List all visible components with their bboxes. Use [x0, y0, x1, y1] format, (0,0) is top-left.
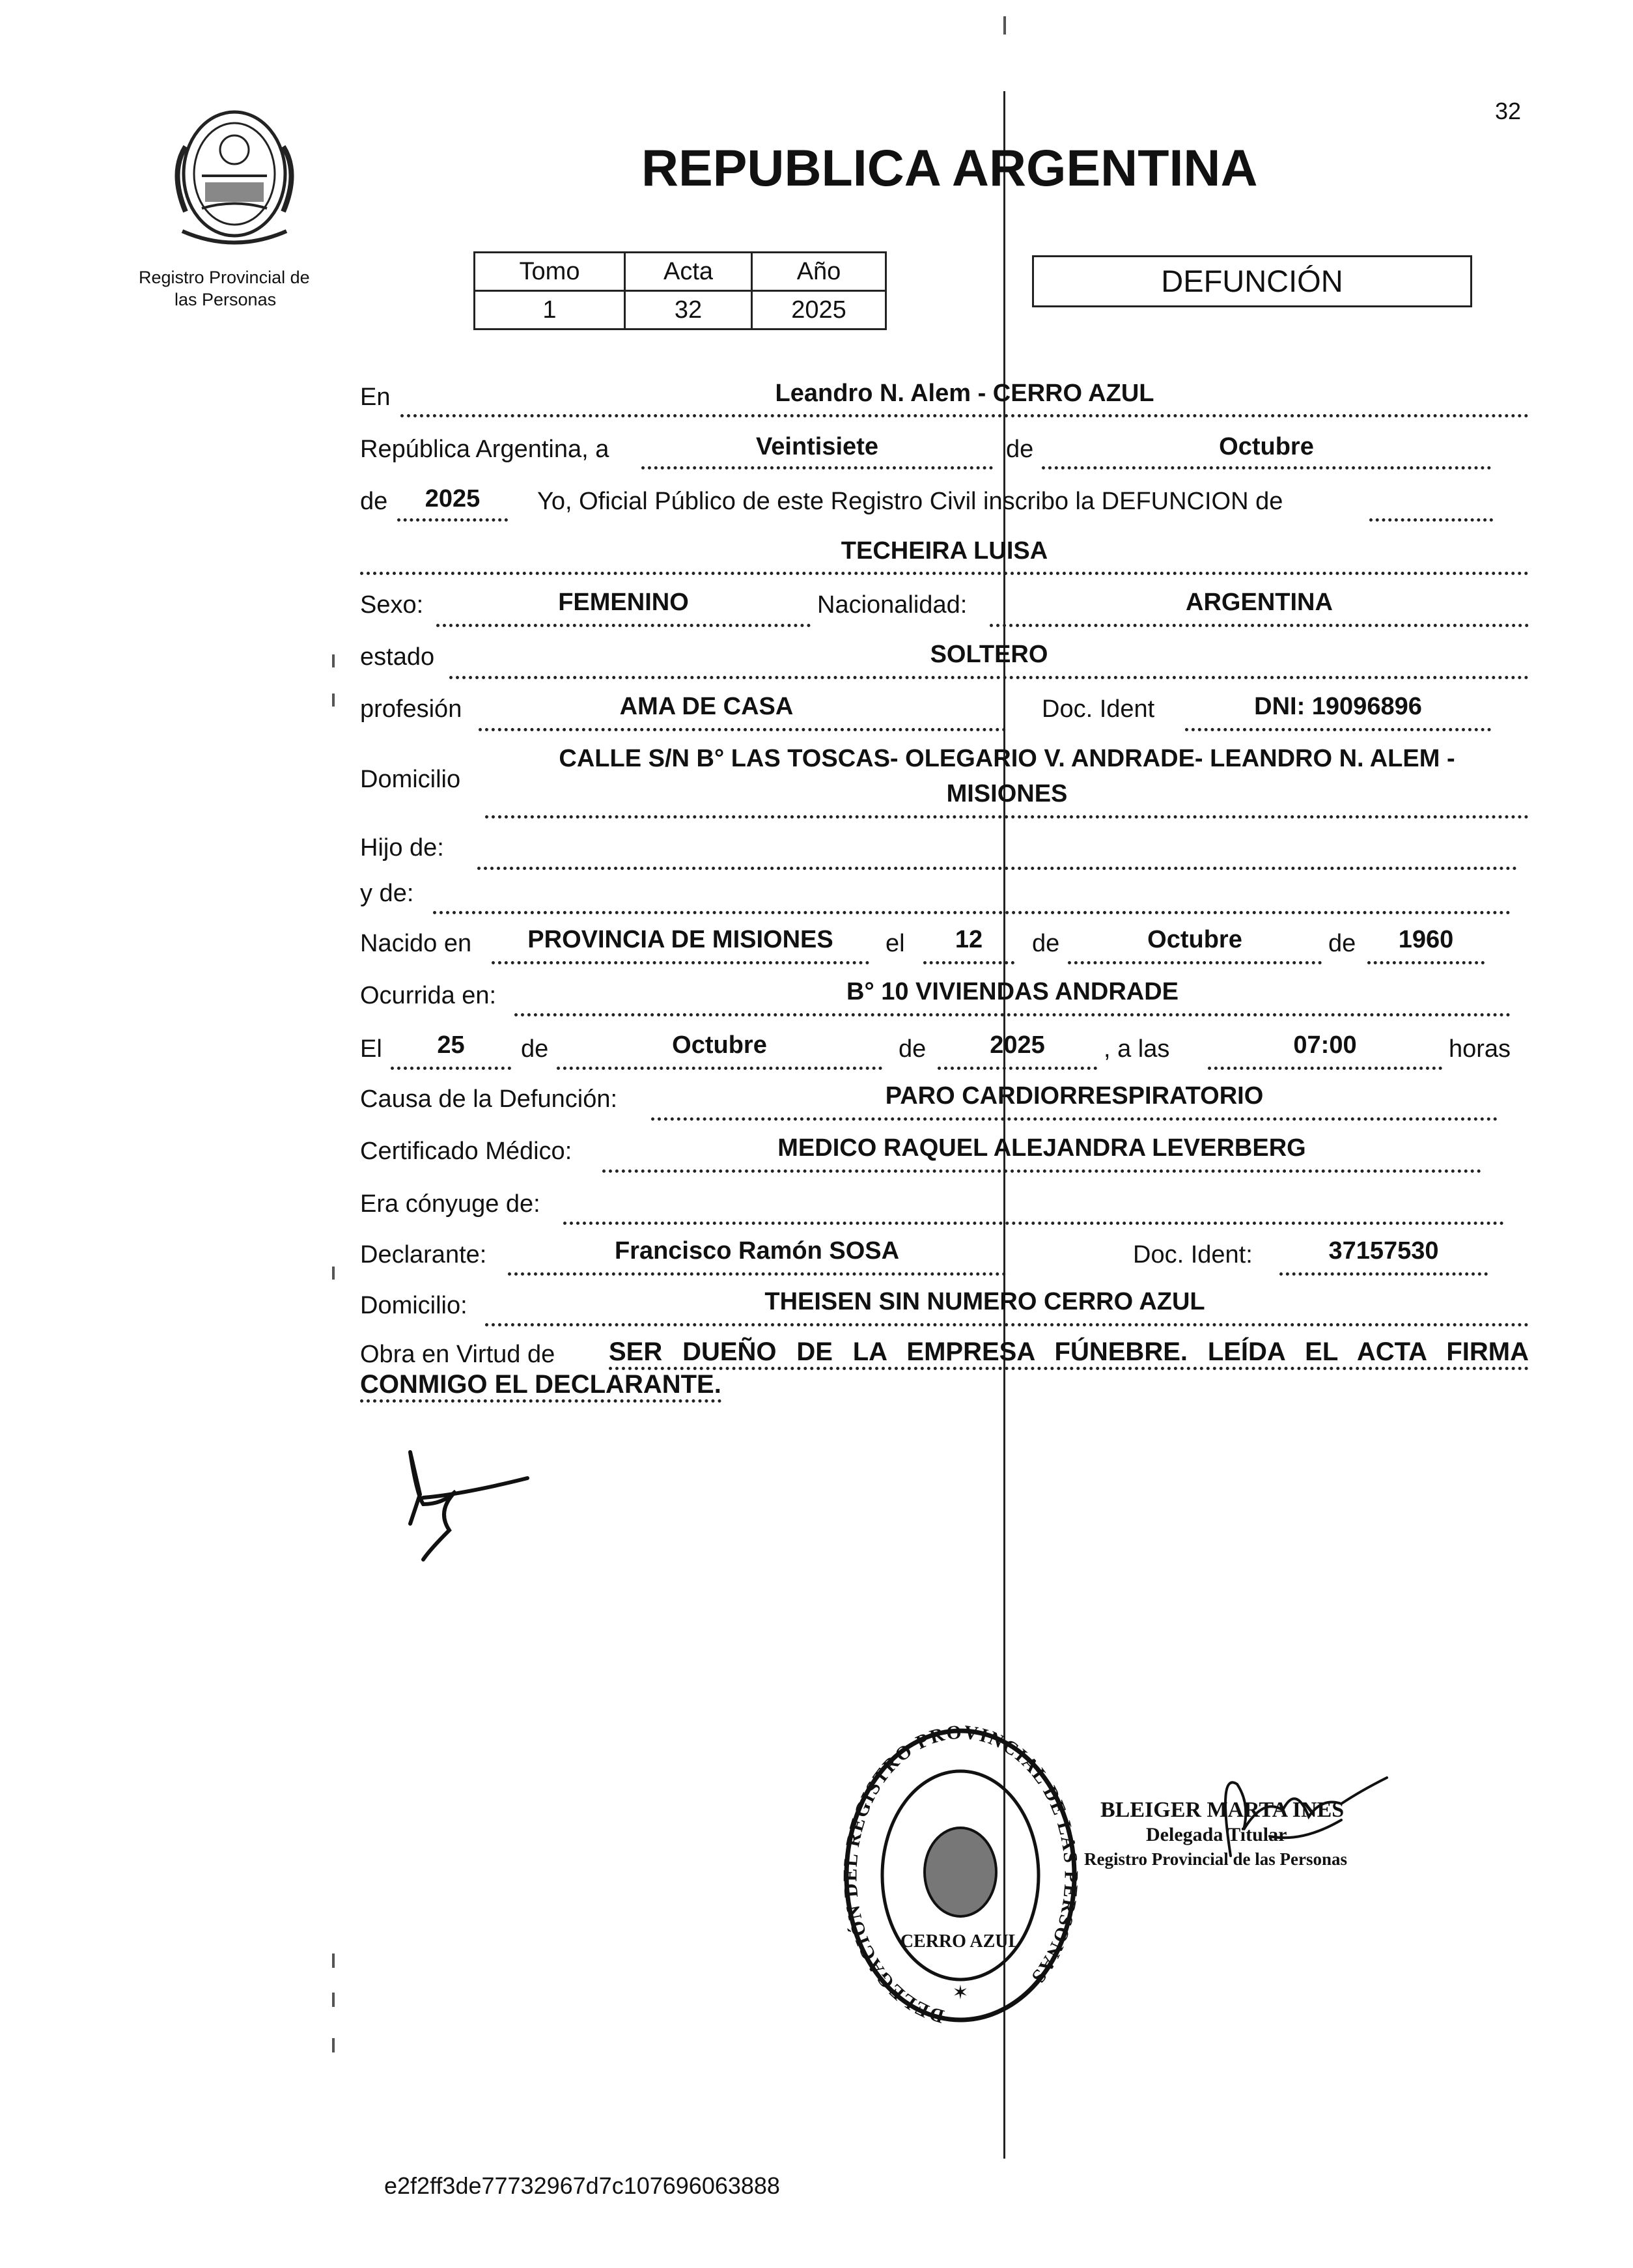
death-year-value: 2025	[990, 1031, 1045, 1059]
yde-label: y de:	[360, 880, 414, 907]
coat-of-arms-icon	[156, 101, 313, 254]
record-type: DEFUNCIÓN	[1161, 264, 1343, 298]
nacionalidad-label: Nacionalidad:	[817, 591, 968, 619]
yo-tail-line	[1369, 518, 1493, 522]
declarante-line	[508, 1272, 1006, 1276]
record-table	[473, 251, 887, 330]
ocurrida-value: B° 10 VIVIENDAS ANDRADE	[846, 978, 1179, 1005]
nacido-lugar-line	[492, 961, 869, 964]
scan-mark	[332, 693, 335, 707]
official-stamp-icon	[840, 1726, 1081, 2038]
hijo-line	[477, 867, 1517, 870]
place-line	[400, 414, 1529, 417]
de-label: de	[1006, 436, 1034, 463]
declarante-doc-line	[1279, 1272, 1488, 1276]
stamp-ring-text: DELEGACIÓN DEL REGISTRO PROVINCIAL DE LAS PERSONAS	[840, 1726, 1081, 2028]
domicilio-label: Domicilio	[360, 766, 461, 793]
obra-line2: CONMIGO EL DECLARANTE.	[360, 1369, 721, 1403]
certificado-label: Certificado Médico:	[360, 1138, 572, 1165]
estado-value: SOLTERO	[930, 641, 1048, 668]
birth-month-value: Octubre	[1147, 926, 1242, 953]
nacionalidad-line	[990, 624, 1529, 627]
table-header-ano: Año	[752, 253, 886, 291]
obra-label: Obra en Virtud de	[360, 1341, 555, 1368]
domicilio-line2: MISIONES	[946, 780, 1068, 807]
scan-mark	[332, 2038, 335, 2052]
nacido-label: Nacido en	[360, 930, 472, 957]
table-cell-ano: 2025	[752, 291, 886, 329]
record-table-value-row	[475, 291, 886, 329]
profesion-line	[479, 728, 1006, 731]
yo-text: Yo, Oficial Público de este Registro Civil inscribo la DEFUNCION de	[537, 488, 1283, 515]
death-year-line	[938, 1067, 1097, 1070]
causa-value: PARO CARDIORRESPIRATORIO	[885, 1082, 1264, 1110]
certificado-line	[602, 1169, 1481, 1173]
document-hash: e2f2ff3de77732967d7c107696063888	[384, 2172, 780, 2199]
causa-label: Causa de la Defunción:	[360, 1085, 618, 1113]
officer-signature-icon	[1192, 1758, 1400, 1882]
profesion-label: profesión	[360, 695, 462, 723]
estado-line	[449, 676, 1529, 679]
stamp-inner-text: CERRO AZUL	[900, 1931, 1021, 1952]
declarante-doc-value: 37157530	[1328, 1237, 1439, 1265]
month-line	[1042, 466, 1491, 469]
place-value: Leandro N. Alem - CERRO AZUL	[775, 380, 1154, 407]
horas-label: horas	[1449, 1035, 1511, 1063]
year-value: 2025	[425, 485, 481, 512]
death-time-line	[1208, 1067, 1442, 1070]
province-coat-of-arms	[156, 101, 313, 254]
domicilio2-label: Domicilio:	[360, 1292, 468, 1319]
nacido-lugar-value: PROVINCIA DE MISIONES	[527, 926, 833, 953]
alas-label: , a las	[1104, 1035, 1170, 1063]
birth-day-line	[923, 961, 1014, 964]
el2-label: El	[360, 1035, 382, 1063]
conyuge-line	[563, 1222, 1504, 1225]
official-stamp	[840, 1726, 1081, 2038]
scan-mark	[332, 654, 335, 667]
signature-icon	[384, 1433, 540, 1569]
death-day-value: 25	[437, 1031, 465, 1059]
officer-name: BLEIGER MARTA INES	[1100, 1798, 1345, 1822]
domicilio2-value: THEISEN SIN NUMERO CERRO AZUL	[764, 1288, 1205, 1315]
certificado-value: MEDICO RAQUEL ALEJANDRA LEVERBERG	[777, 1134, 1306, 1162]
domicilio-line1: CALLE S/N B° LAS TOSCAS- OLEGARIO V. ANDRADE- LEANDRO N. ALEM -	[559, 745, 1455, 772]
yde-line	[433, 911, 1511, 914]
birth-month-line	[1068, 961, 1322, 964]
doc-value: DNI: 19096896	[1254, 693, 1422, 720]
estado-label: estado	[360, 643, 435, 671]
doc-ident-label: Doc. Ident:	[1133, 1241, 1253, 1268]
table-cell-tomo: 1	[475, 291, 625, 329]
birth-de2-label: de	[1328, 930, 1356, 957]
day-words-line	[641, 466, 993, 469]
republica-label: República Argentina, a	[360, 436, 609, 463]
scan-mark	[1003, 16, 1006, 35]
month-value: Octubre	[1219, 433, 1314, 460]
birth-day-value: 12	[955, 926, 983, 953]
ocurrida-line	[514, 1013, 1511, 1016]
table-cell-acta: 32	[625, 291, 752, 329]
death-day-line	[391, 1067, 511, 1070]
doc-label: Doc. Ident	[1042, 695, 1155, 723]
scan-mark	[332, 1953, 335, 1968]
registry-name-line2: las Personas	[174, 290, 277, 309]
conyuge-label: Era cónyuge de:	[360, 1190, 540, 1218]
death-month-line	[557, 1067, 882, 1070]
deceased-line	[360, 572, 1529, 575]
sexo-line	[436, 624, 811, 627]
birth-de-label: de	[1032, 930, 1060, 957]
sexo-value: FEMENINO	[558, 589, 689, 616]
record-type-box	[1032, 255, 1472, 307]
deceased-name: TECHEIRA LUISA	[841, 537, 1048, 565]
officer-signature	[1192, 1758, 1400, 1882]
de-year-label: de	[360, 488, 388, 515]
registry-name-line1: Registro Provincial de	[139, 268, 310, 287]
el-label: el	[886, 930, 905, 957]
birth-year-line	[1367, 961, 1485, 964]
domicilio2-line	[485, 1323, 1529, 1326]
domicilio-line	[485, 815, 1529, 819]
page-number: 32	[1495, 98, 1522, 124]
declarante-value: Francisco Ramón SOSA	[614, 1237, 900, 1265]
nacionalidad-value: ARGENTINA	[1186, 589, 1333, 616]
declarante-label: Declarante:	[360, 1241, 487, 1268]
stamp-star-icon: ✶	[952, 1982, 969, 2004]
table-header-acta: Acta	[625, 253, 752, 291]
ocurrida-label: Ocurrida en:	[360, 982, 497, 1009]
profesion-value: AMA DE CASA	[619, 693, 794, 720]
year-line	[397, 518, 508, 522]
scan-mark	[332, 1993, 335, 2007]
declarant-signature	[384, 1433, 540, 1569]
death-de-label: de	[521, 1035, 549, 1063]
birth-year-value: 1960	[1398, 926, 1454, 953]
death-month-value: Octubre	[672, 1031, 767, 1059]
record-table-header-row	[475, 253, 886, 291]
death-de2-label: de	[899, 1035, 927, 1063]
officer-title: Delegada Titular	[1146, 1824, 1287, 1845]
page-title: REPUBLICA ARGENTINA	[641, 139, 1258, 197]
table-header-tomo: Tomo	[475, 253, 625, 291]
hijo-label: Hijo de:	[360, 834, 444, 861]
obra-line1: SER DUEÑO DE LA EMPRESA FÚNEBRE. LEÍDA EL ACTA FIRMA	[609, 1337, 1529, 1370]
causa-line	[651, 1117, 1498, 1121]
doc-line	[1185, 728, 1491, 731]
day-words-value: Veintisiete	[756, 433, 878, 460]
death-time-value: 07:00	[1293, 1031, 1357, 1059]
en-label: En	[360, 384, 391, 411]
scan-mark	[332, 1267, 335, 1280]
sexo-label: Sexo:	[360, 591, 424, 619]
officer-office: Registro Provincial de las Personas	[1084, 1849, 1347, 1869]
